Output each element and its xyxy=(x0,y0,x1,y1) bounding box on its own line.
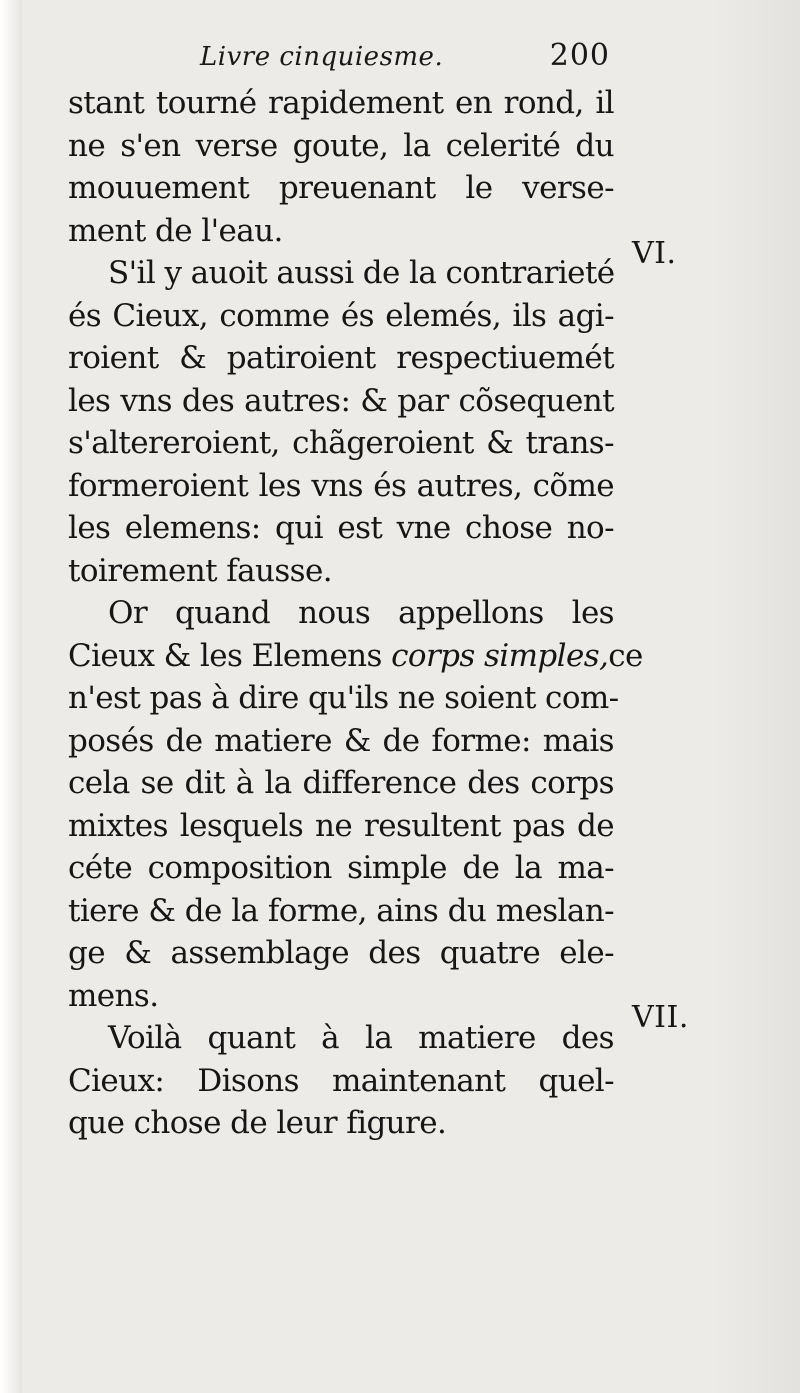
text-line: formeroient les vns és autres, cõme xyxy=(68,467,614,504)
text-line: les elemens: qui est vne chose no- xyxy=(68,510,614,546)
text-line: ge & assemblage des quatre ele- xyxy=(68,935,614,971)
text-line: ment de l'eau. xyxy=(68,212,283,249)
text-line: Or quand nous appellons les xyxy=(108,595,614,631)
text-line: mens. xyxy=(68,977,159,1014)
text-line: roient & patiroient respectiuemét xyxy=(68,340,614,376)
page-header xyxy=(200,38,610,82)
running-title: Livre cinquiesme. xyxy=(200,42,444,72)
text-line: cela se dit à la difference des corps xyxy=(68,765,614,801)
page-shadow xyxy=(710,0,800,1393)
page-number: 200 xyxy=(549,38,610,73)
text-segment: ce xyxy=(608,637,643,674)
marginal-note-vii: VII. xyxy=(632,1000,689,1035)
text-line: toirement fausse. xyxy=(68,552,332,589)
text-line: les vns des autres: & par cõsequent xyxy=(68,382,614,419)
body-text xyxy=(68,82,643,1145)
text-line: n'est pas à dire qu'ils ne soient com- xyxy=(68,680,619,716)
text-segment: Cieux & les Elemens xyxy=(68,637,382,674)
text-line: posés de matiere & de forme: mais xyxy=(68,722,614,759)
marginal-note-vi: VI. xyxy=(632,236,677,271)
text-line: Voilà quant à la matiere des xyxy=(108,1020,614,1056)
page-gutter xyxy=(0,0,22,1393)
text-line: tiere & de la forme, ains du meslan- xyxy=(68,892,614,929)
text-line-with-italic xyxy=(68,635,643,678)
text-line: Cieux: Disons maintenant quel- xyxy=(68,1062,614,1099)
text-line: mouuement preuenant le verse- xyxy=(68,170,614,206)
text-line: és Cieux, comme és elemés, ils agi- xyxy=(68,297,614,334)
text-line: ne s'en verse goute, la celerité du xyxy=(68,127,614,164)
text-line: s'altereroient, chãgeroient & trans- xyxy=(68,425,614,461)
text-line: mixtes lesquels ne resultent pas de xyxy=(68,807,614,844)
italic-phrase: corps simples, xyxy=(391,637,609,674)
text-line: céte composition simple de la ma- xyxy=(68,850,614,886)
text-line: stant tourné rapidement en rond, il xyxy=(68,85,614,121)
text-line: S'il y auoit aussi de la contrarieté xyxy=(108,255,615,291)
text-line: que chose de leur figure. xyxy=(68,1105,447,1141)
